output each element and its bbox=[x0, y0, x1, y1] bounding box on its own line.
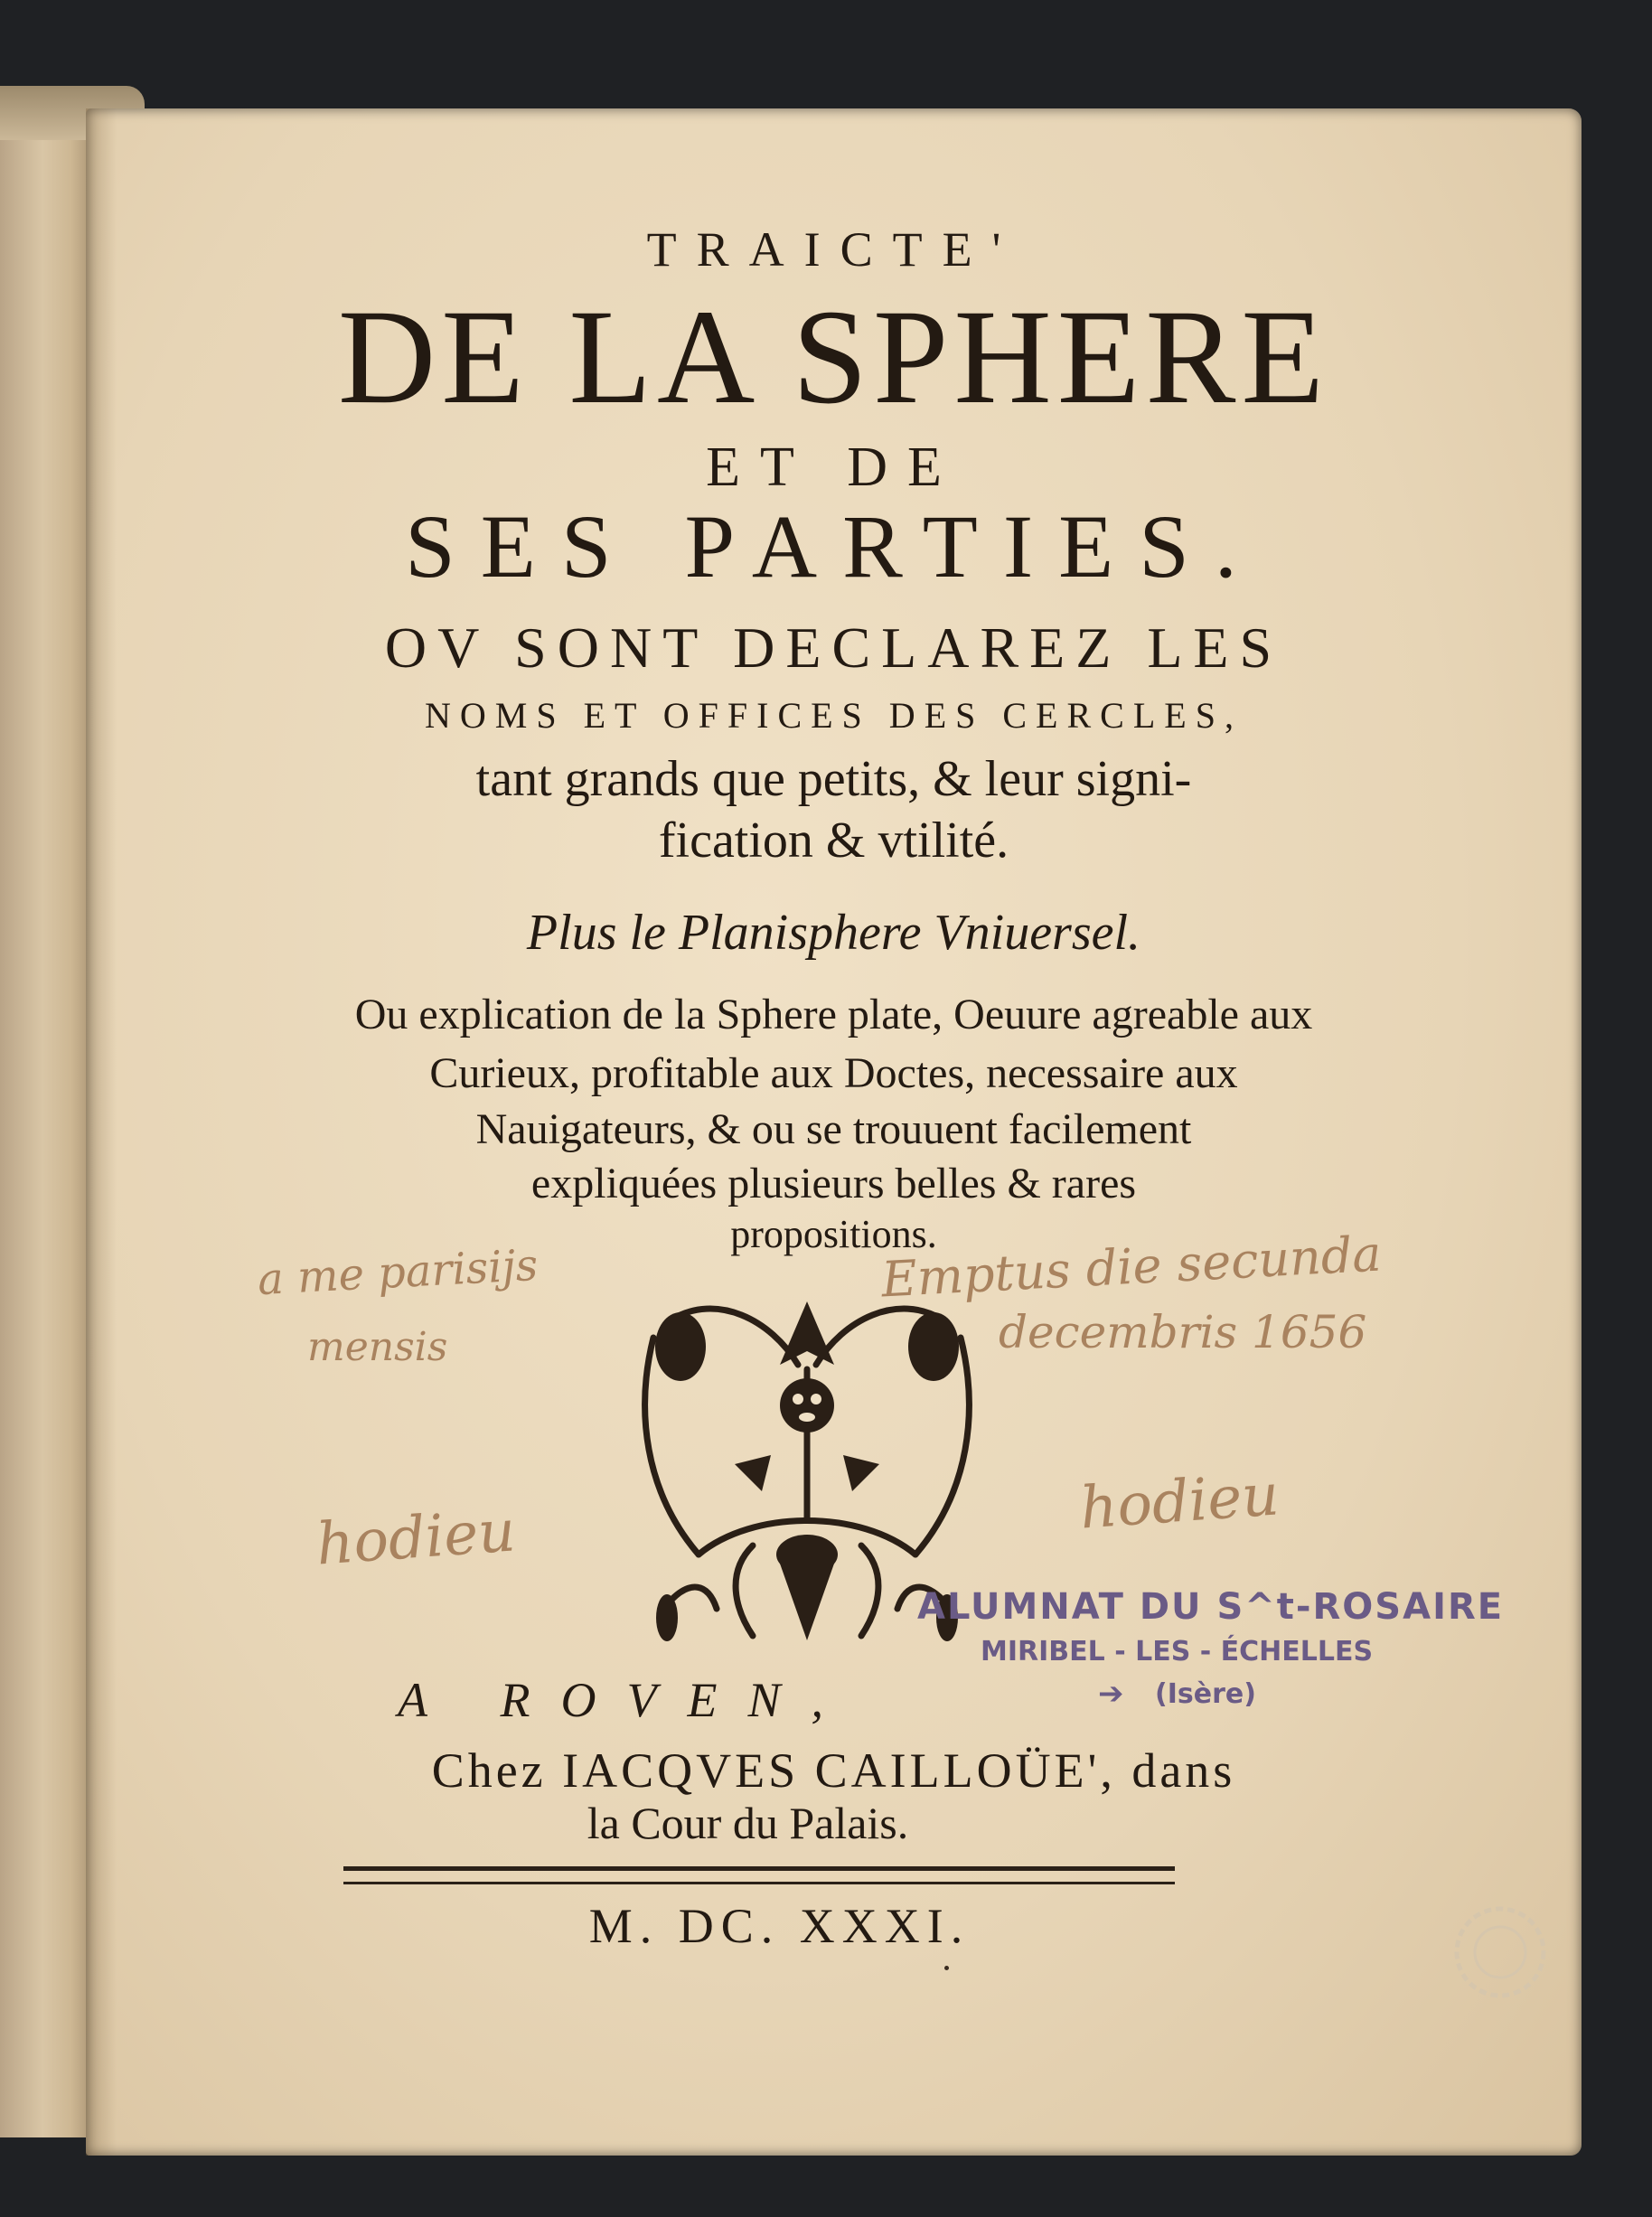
handwriting-right-1: Emptus die secunda bbox=[879, 1225, 1384, 1309]
title-traicte: TRAICTE' bbox=[646, 222, 1021, 277]
arrow-icon: ➔ bbox=[1098, 1676, 1124, 1712]
subtitle-line-4: fication & vtilité. bbox=[658, 813, 1009, 869]
title-et-de: ET DE bbox=[706, 437, 962, 498]
subtitle-line-2: NOMS ET OFFICES DES CERCLES, bbox=[425, 695, 1243, 736]
library-blind-stamp bbox=[1450, 1902, 1550, 2002]
handwriting-right-2: decembris 1656 bbox=[999, 1306, 1367, 1358]
ornament-dot bbox=[944, 1966, 949, 1970]
title-main: DE LA SPHERE bbox=[337, 282, 1330, 432]
handwriting-left-2: mensis bbox=[307, 1324, 448, 1370]
imprint-printer: Chez IACQVES CAILLOÜE', dans bbox=[431, 1743, 1236, 1798]
publication-date: M. DC. XXXI. bbox=[588, 1899, 971, 1953]
description-line-4: expliquées plusieurs belles & rares bbox=[530, 1160, 1137, 1207]
double-rule-top bbox=[343, 1866, 1175, 1871]
library-stamp-line-3: (Isère) bbox=[1155, 1678, 1256, 1710]
signature-left: hodieu bbox=[314, 1498, 518, 1579]
subtitle-planisphere: Plus le Planisphere Vniuersel. bbox=[526, 905, 1141, 961]
library-stamp-line-1: ALUMNAT DU S^t-ROSAIRE bbox=[917, 1586, 1505, 1628]
title-parties: SES PARTIES. bbox=[405, 496, 1262, 597]
handwriting-left-1: a me parisijs bbox=[256, 1239, 540, 1306]
description-line-1: Ou explication de la Sphere plate, Oeuure agreable aux bbox=[354, 991, 1313, 1038]
title-page bbox=[86, 108, 1582, 2156]
imprint-address: la Cour du Palais. bbox=[587, 1798, 909, 1848]
imprint-city: A ROVEN, bbox=[398, 1673, 854, 1727]
library-stamp-line-2: MIRIBEL - LES - ÉCHELLES bbox=[981, 1636, 1374, 1667]
description-line-3: Nauigateurs, & ou se trouuent facilement bbox=[475, 1105, 1192, 1153]
subtitle-line-1: OV SONT DECLAREZ LES bbox=[384, 615, 1283, 680]
signature-right: hodieu bbox=[1077, 1461, 1281, 1543]
description-line-5: propositions. bbox=[730, 1212, 937, 1256]
description-line-2: Curieux, profitable aux Doctes, necessaire aux bbox=[429, 1049, 1238, 1097]
subtitle-line-3: tant grands que petits, & leur signi- bbox=[475, 751, 1192, 807]
double-rule-bottom bbox=[343, 1882, 1175, 1884]
